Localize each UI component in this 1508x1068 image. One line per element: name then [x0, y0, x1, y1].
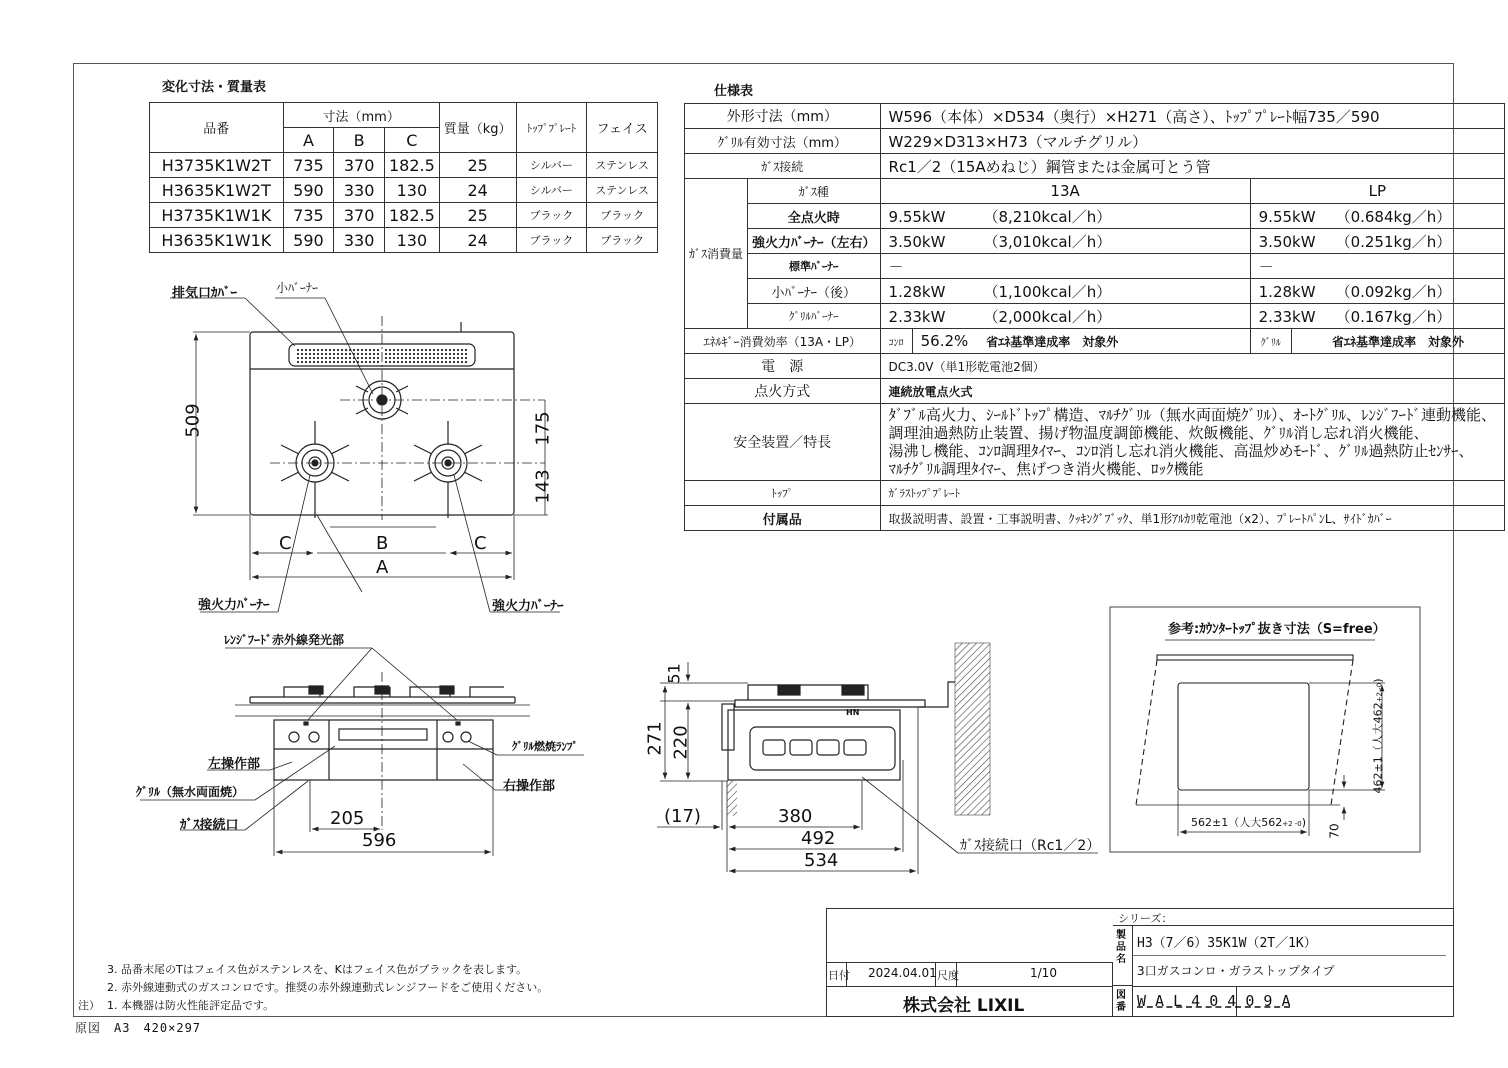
ir-emitter-label: ﾚﾝｼﾞﾌｰﾄﾞ赤外線発光部: [224, 633, 345, 647]
spec-table-title: 仕様表: [714, 84, 754, 99]
dim-205: 205: [330, 808, 365, 829]
kw-lp: －: [1250, 254, 1504, 279]
dim-596: 596: [362, 830, 397, 851]
detail-13a: （3,010kcal／h）: [983, 232, 1112, 251]
note-prefix: 注）: [78, 999, 100, 1012]
kw-13a: 9.55kW: [888, 207, 946, 226]
c-cell: 182.5: [384, 153, 439, 178]
grill-note: 省ｴﾈ基準達成率 対象外: [1291, 329, 1504, 354]
detail-lp: （0.167kg／h）: [1335, 307, 1452, 326]
cutout-width: 562±1（人大562+2 -0): [1191, 816, 1307, 829]
dim-492: 492: [801, 828, 836, 849]
a-cell: 590: [283, 178, 334, 203]
kw-lp: 9.55kW: [1258, 207, 1316, 226]
header-face: フェイス: [587, 103, 658, 153]
note-1: 1. 本機器は防火性能評定品です。: [107, 999, 275, 1012]
gas-lp-header: LP: [1250, 179, 1504, 204]
grill-dimensions-label: ｸﾞﾘﾙ有効寸法（mm）: [685, 129, 881, 154]
feature-line: 湯沸し機能、ｺﾝﾛ調理ﾀｲﾏｰ、ｺﾝﾛ消し忘れ消火機能、高温炒めﾓｰﾄﾞ、ｸﾞﾘﾙ過熱防止ｾﾝｻｰ、: [888, 442, 1474, 460]
small-burner-label: 小ﾊﾞｰﾅｰ: [276, 281, 319, 295]
row-label: 小ﾊﾞｰﾅｰ（後）: [748, 279, 881, 304]
accessories-value: 取扱説明書、設置・工事説明書、ｸｯｷﾝｸﾞﾌﾞｯｸ、単1形ｱﾙｶﾘ乾電池（x2）、ﾌﾟﾚｰﾄﾊﾟﾝL、ｻｲﾄﾞｶﾊﾞｰ: [880, 506, 1505, 531]
feature-line: ﾀﾞﾌﾞﾙ高火力、ｼｰﾙﾄﾞﾄｯﾌﾟ構造、ﾏﾙﾁｸﾞﾘﾙ（無水両面焼ｸﾞﾘﾙ）、ｵｰﾄｸﾞﾘﾙ、ﾚﾝｼﾞﾌｰﾄﾞ連動機能、: [888, 406, 1497, 424]
mass-cell: 24: [439, 178, 516, 203]
scale-label: 尺度: [937, 969, 959, 982]
scale-value: 1/10: [1030, 966, 1057, 980]
outer-dimensions-label: 外形寸法（mm）: [685, 104, 881, 129]
grill-lamp-label: ｸﾞﾘﾙ燃焼ﾗﾝﾌﾟ: [512, 740, 578, 753]
cutout-depth-value: 462±1（人大462: [1371, 702, 1385, 794]
note-3: 3. 品番末尾のTはフェイス色がステンレスを、Kはフェイス色がブラックを表します。: [107, 963, 528, 976]
note-2: 2. 赤外線連動式のガスコンロです。推奨の赤外線連動式レンジフードをご使用ください。: [107, 981, 549, 994]
gas-connection-value: Rc1／2（15Aめねじ）鋼管または金属可とう管: [880, 154, 1505, 179]
exhaust-cover-label: 排気口ｶﾊﾞｰ: [172, 286, 238, 301]
dim-c-left: C: [279, 533, 292, 554]
b-cell: 330: [334, 178, 385, 203]
cutout-depth: 462±1（人大462+2 -0): [1371, 678, 1385, 794]
detail-13a: （2,000kcal／h）: [983, 307, 1112, 326]
original-size: 原図 A3 420×297: [75, 1021, 202, 1035]
date-value: 2024.04.01: [868, 966, 937, 980]
model-cell: H3735K1W1K: [150, 203, 284, 228]
top-plate-cell: シルバー: [516, 178, 587, 203]
hn-label: HN: [846, 708, 860, 717]
row-label: 標準ﾊﾞｰﾅｰ: [748, 254, 881, 279]
cutout-width-tolerance: +2 -0: [1282, 820, 1302, 828]
product-name-label: 製品名: [1116, 930, 1126, 965]
header-dimensions: 寸法（mm）: [283, 103, 439, 128]
model-cell: H3635K1W2T: [150, 178, 284, 203]
row-label: 全点火時: [748, 204, 881, 229]
header-model: 品番: [150, 103, 284, 153]
mass-cell: 24: [439, 228, 516, 253]
gas-13a-header: 13A: [880, 179, 1250, 204]
side-gas-inlet-label: ｶﾞｽ接続口（Rc1／2）: [960, 838, 1101, 854]
b-cell: 330: [334, 228, 385, 253]
b-cell: 370: [334, 153, 385, 178]
detail-lp: （0.092kg／h）: [1335, 282, 1452, 301]
row-label: ｸﾞﾘﾙﾊﾞｰﾅｰ: [748, 304, 881, 329]
c-cell: 182.5: [384, 203, 439, 228]
dim-depth-509: 509: [182, 403, 204, 438]
kw-lp: 3.50kW: [1258, 232, 1316, 251]
power-label: 電 源: [685, 354, 881, 379]
kw-lp: 1.28kW: [1258, 282, 1316, 301]
feature-line: 調理油過熱防止装置、揚げ物温度調節機能、炊飯機能、ｸﾞﾘﾙ消し忘れ消火機能、: [888, 424, 1429, 442]
c-cell: 130: [384, 178, 439, 203]
gas-inlet-label: ｶﾞｽ接続口: [180, 818, 239, 833]
mass-cell: 25: [439, 203, 516, 228]
dim-271: 271: [644, 721, 666, 756]
header-a: A: [283, 128, 334, 153]
top-label: ﾄｯﾌﾟ: [685, 481, 881, 506]
dim-c-right: C: [474, 533, 487, 554]
detail-13a: （8,210kcal／h）: [983, 207, 1112, 226]
top-plate-cell: ブラック: [516, 203, 587, 228]
left-controls-label: 左操作部: [208, 757, 261, 772]
a-cell: 735: [283, 203, 334, 228]
face-cell: ステンレス: [587, 153, 658, 178]
cutout-offset: 70: [1327, 823, 1342, 839]
detail-13a: （1,100kcal／h）: [983, 282, 1112, 301]
dim-b: B: [376, 533, 389, 554]
c-cell: 130: [384, 228, 439, 253]
header-b: B: [334, 128, 385, 153]
dim-143: 143: [532, 469, 554, 504]
top-plate-cell: シルバー: [516, 153, 587, 178]
dim-380: 380: [778, 806, 813, 827]
kw-13a: 1.28kW: [888, 282, 946, 301]
dim-17: (17): [664, 806, 701, 827]
grill-label: ｸﾞﾘﾙ（無水両面焼）: [136, 785, 245, 799]
accessories-label: 付属品: [685, 506, 881, 531]
grill-dimensions-value: W229×D313×H73（マルチグリル）: [880, 129, 1505, 154]
energy-efficiency-label: ｴﾈﾙｷﾞｰ消費効率（13A・LP）: [685, 329, 881, 354]
right-controls-label: 右操作部: [503, 779, 556, 794]
series-label: シリーズ：: [1118, 912, 1173, 925]
high-burner-left-label: 強火力ﾊﾞｰﾅｰ: [198, 598, 270, 613]
top-value: ｶﾞﾗｽﾄｯﾌﾟﾌﾟﾚｰﾄ: [880, 481, 1505, 506]
high-burner-right-label: 強火力ﾊﾞｰﾅｰ: [492, 599, 564, 614]
face-cell: ステンレス: [587, 178, 658, 203]
product-description: 3口ガスコンロ・ガラストップタイプ: [1137, 964, 1335, 978]
detail-lp: （0.251kg／h）: [1335, 232, 1452, 251]
gas-connection-label: ｶﾞｽ接続: [685, 154, 881, 179]
date-label: 日付: [828, 969, 850, 982]
dim-a: A: [376, 557, 389, 578]
outer-dimensions-value: W596（本体）×D534（奥行）×H271（高さ）、ﾄｯﾌﾟﾌﾟﾚｰﾄ幅735／590: [880, 104, 1505, 129]
gas-type-label: ｶﾞｽ種: [748, 179, 881, 204]
kw-13a: 3.50kW: [888, 232, 946, 251]
drawing-no-label: 図番: [1116, 990, 1126, 1013]
stove-label: ｺﾝﾛ: [880, 329, 912, 354]
dim-175: 175: [532, 411, 554, 446]
cutout-title: 参考:ｶｳﾝﾀｰﾄｯﾌﾟ抜き寸法（S=free）: [1168, 622, 1386, 637]
detail-lp: （0.684kg／h）: [1335, 207, 1452, 226]
kw-13a: －: [880, 254, 1250, 279]
kw-lp: 2.33kW: [1258, 307, 1316, 326]
cutout-width-value: 562±1（人大562: [1191, 816, 1283, 829]
stove-efficiency: 56.2%: [920, 332, 969, 350]
top-view-drawing: [170, 298, 560, 612]
face-cell: ブラック: [587, 203, 658, 228]
cutout-depth-tolerance: +2 -0: [1375, 682, 1384, 703]
stove-note: 省ｴﾈ基準達成率 対象外: [986, 335, 1119, 349]
top-plate-cell: ブラック: [516, 228, 587, 253]
dim-51: 51: [664, 663, 684, 684]
power-value: DC3.0V（単1形乾電池2個）: [880, 354, 1505, 379]
feature-line: ﾏﾙﾁｸﾞﾘﾙ調理ﾀｲﾏｰ、焦げつき消火機能、ﾛｯｸ機能: [888, 460, 1204, 478]
dim-220: 220: [670, 725, 692, 760]
variant-table-title: 変化寸法・質量表: [162, 80, 267, 95]
drawing-number: W A L 4 0 4 0 9 A: [1137, 992, 1291, 1010]
dim-534: 534: [804, 850, 839, 871]
mass-cell: 25: [439, 153, 516, 178]
a-cell: 735: [283, 153, 334, 178]
b-cell: 370: [334, 203, 385, 228]
header-top-plate: ﾄｯﾌﾟﾌﾟﾚｰﾄ: [516, 103, 587, 153]
a-cell: 590: [283, 228, 334, 253]
gas-consumption-label: ｶﾞｽ消費量: [685, 179, 748, 329]
model-series: H3（7／6）35K1W（2T／1K）: [1137, 936, 1317, 951]
face-cell: ブラック: [587, 228, 658, 253]
features-label: 安全装置／特長: [685, 404, 881, 481]
header-mass: 質量（kg）: [439, 103, 516, 153]
model-cell: H3635K1W1K: [150, 228, 284, 253]
ignition-label: 点火方式: [685, 379, 881, 404]
model-cell: H3735K1W2T: [150, 153, 284, 178]
ignition-value: 連続放電点火式: [880, 379, 1505, 404]
row-label: 強火力ﾊﾞｰﾅｰ（左右）: [748, 229, 881, 254]
company-name: 株式会社 LIXIL: [903, 996, 1025, 1016]
kw-13a: 2.33kW: [888, 307, 946, 326]
grill-label: ｸﾞﾘﾙ: [1250, 329, 1291, 354]
header-c: C: [384, 128, 439, 153]
